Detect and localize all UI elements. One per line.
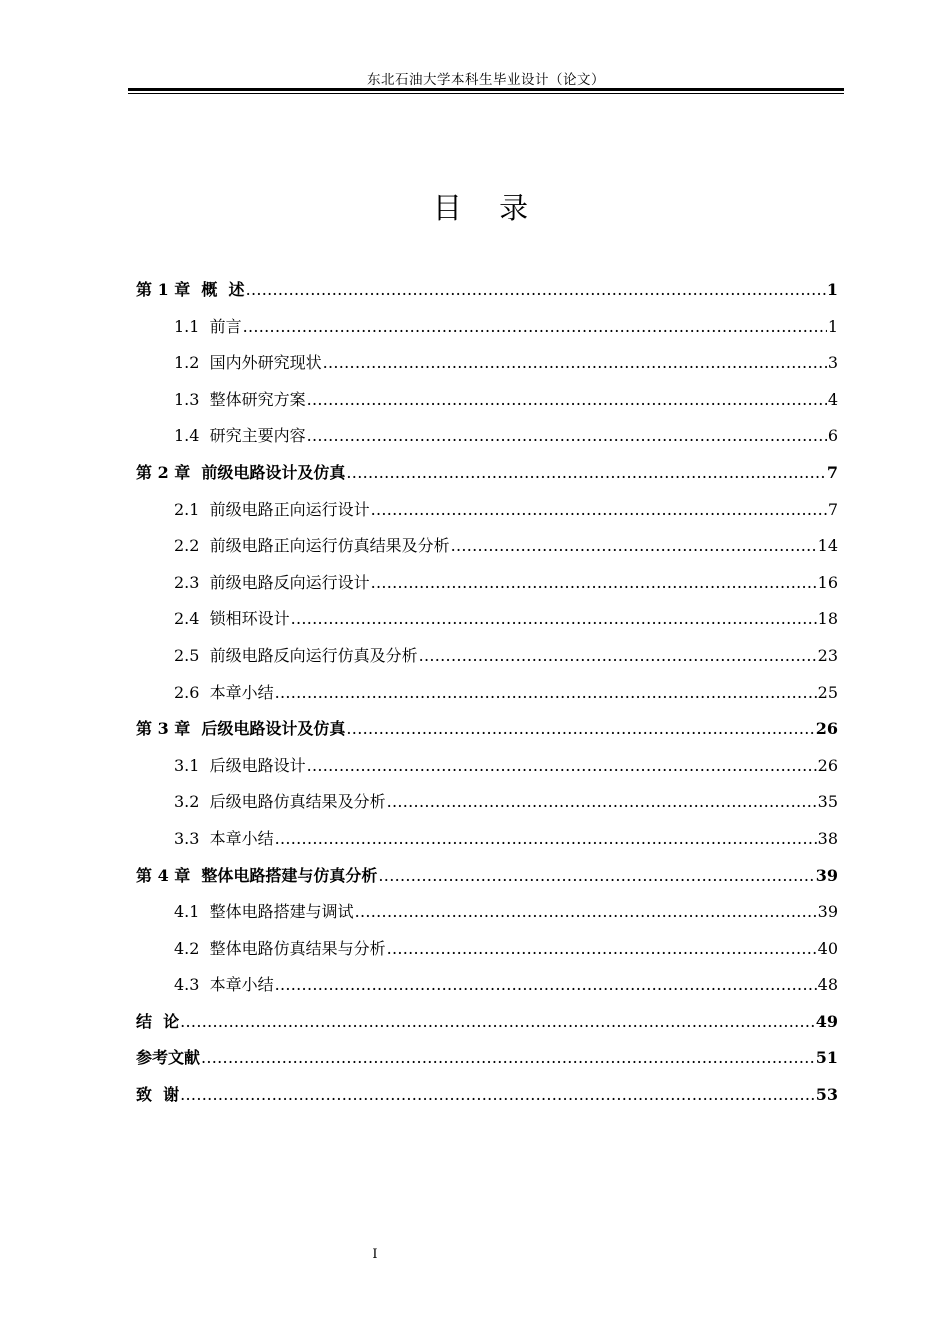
toc-section-entry[interactable] [136, 421, 838, 458]
toc-entry-label: 2.2 前级电路正向运行仿真结果及分析 [174, 536, 450, 556]
toc-entry-label: 2.6 本章小结 [174, 682, 274, 702]
toc-section-entry[interactable] [136, 824, 838, 861]
toc-section-entry[interactable] [136, 604, 838, 641]
toc-entry-label: 3.2 后级电路仿真结果及分析 [174, 792, 386, 812]
toc-entry-label: 4.1 整体电路搭建与调试 [174, 902, 354, 922]
toc-dot-leader [371, 495, 827, 525]
toc-chapter-entry[interactable] [136, 1007, 838, 1044]
toc-dot-leader [307, 751, 817, 781]
toc-dot-leader [180, 1007, 815, 1037]
toc-entry-label: 4.2 整体电路仿真结果与分析 [174, 938, 386, 958]
toc-dot-leader [323, 348, 827, 378]
toc-chapter-entry[interactable] [136, 714, 838, 751]
toc-entry-label: 致 谢 [136, 1085, 180, 1105]
page-header: 东北石油大学本科生毕业设计（论文） [367, 72, 605, 88]
toc-dot-leader [180, 1080, 815, 1110]
toc-section-entry[interactable] [136, 897, 838, 934]
toc-entry-page: 49 [815, 1011, 838, 1031]
toc-entry-page: 35 [817, 792, 838, 812]
toc-section-entry[interactable] [136, 568, 838, 605]
toc-entry-label: 第 4 章 整体电路搭建与仿真分析 [136, 865, 378, 885]
toc-entry-page: 18 [817, 609, 838, 629]
toc-dot-leader [275, 970, 817, 1000]
toc-entry-page: 53 [815, 1085, 838, 1105]
toc-section-entry[interactable] [136, 787, 838, 824]
toc-dot-leader [419, 641, 817, 671]
toc-section-entry[interactable] [136, 970, 838, 1007]
toc-entry-page: 51 [815, 1048, 838, 1068]
toc-dot-leader [275, 678, 817, 708]
toc-entry-page: 6 [827, 426, 838, 446]
toc-dot-leader [355, 897, 817, 927]
toc-entry-page: 39 [817, 902, 838, 922]
toc-section-entry[interactable] [136, 751, 838, 788]
toc-chapter-entry[interactable] [136, 1080, 838, 1117]
toc-entry-page: 48 [817, 975, 838, 995]
toc-entry-label: 1.2 国内外研究现状 [174, 353, 322, 373]
page-number: I [372, 1247, 378, 1262]
toc-chapter-entry[interactable] [136, 861, 838, 898]
toc-dot-leader [291, 604, 817, 634]
header-rule-thin [128, 93, 844, 94]
table-of-contents [136, 275, 838, 1117]
toc-entry-page: 23 [817, 645, 838, 665]
toc-entry-label: 1.4 研究主要内容 [174, 426, 306, 446]
toc-entry-page: 16 [817, 572, 838, 592]
toc-section-entry[interactable] [136, 934, 838, 971]
toc-entry-label: 1.1 前言 [174, 316, 242, 336]
toc-entry-page: 14 [817, 536, 838, 556]
toc-entry-page: 38 [817, 828, 838, 848]
toc-entry-label: 结 论 [136, 1011, 180, 1031]
toc-entry-page: 26 [817, 755, 838, 775]
toc-dot-leader [346, 714, 814, 744]
toc-entry-page: 39 [815, 865, 838, 885]
toc-entry-label: 第 1 章 概 述 [136, 280, 245, 299]
toc-entry-page: 40 [817, 938, 838, 958]
toc-entry-page: 25 [817, 682, 838, 702]
toc-dot-leader [371, 568, 817, 598]
toc-entry-page: 1 [827, 316, 838, 336]
toc-dot-leader [387, 787, 817, 817]
toc-chapter-entry[interactable] [136, 458, 838, 495]
toc-section-entry[interactable] [136, 678, 838, 715]
toc-section-entry[interactable] [136, 348, 838, 385]
toc-title: 目 录 [432, 191, 543, 225]
header-rule-thick [128, 88, 844, 91]
toc-entry-label: 1.3 整体研究方案 [174, 389, 306, 409]
toc-entry-label: 3.3 本章小结 [174, 828, 274, 848]
toc-chapter-entry[interactable] [136, 275, 838, 312]
toc-entry-page: 1 [826, 280, 838, 299]
toc-entry-page: 7 [827, 499, 838, 519]
toc-entry-label: 2.4 锁相环设计 [174, 609, 290, 629]
toc-dot-leader [201, 1043, 815, 1073]
toc-entry-page: 7 [826, 462, 838, 482]
toc-entry-label: 4.3 本章小结 [174, 975, 274, 995]
toc-dot-leader [307, 385, 827, 415]
toc-section-entry[interactable] [136, 495, 838, 532]
toc-entry-page: 3 [827, 353, 838, 373]
toc-entry-label: 参考文献 [136, 1048, 201, 1068]
toc-dot-leader [246, 275, 826, 305]
toc-section-entry[interactable] [136, 531, 838, 568]
toc-dot-leader [378, 861, 814, 891]
toc-dot-leader [387, 934, 817, 964]
toc-entry-label: 3.1 后级电路设计 [174, 755, 306, 775]
toc-entry-label: 第 3 章 后级电路设计及仿真 [136, 719, 346, 739]
toc-chapter-entry[interactable] [136, 1043, 838, 1080]
toc-section-entry[interactable] [136, 641, 838, 678]
toc-entry-label: 第 2 章 前级电路设计及仿真 [136, 462, 346, 482]
toc-entry-label: 2.5 前级电路反向运行仿真及分析 [174, 645, 418, 665]
toc-entry-page: 4 [827, 389, 838, 409]
toc-entry-label: 2.1 前级电路正向运行设计 [174, 499, 370, 519]
toc-section-entry[interactable] [136, 385, 838, 422]
toc-dot-leader [451, 531, 817, 561]
toc-dot-leader [346, 458, 825, 488]
toc-dot-leader [243, 312, 827, 342]
toc-entry-label: 2.3 前级电路反向运行设计 [174, 572, 370, 592]
toc-dot-leader [275, 824, 817, 854]
toc-dot-leader [307, 421, 827, 451]
toc-entry-page: 26 [815, 719, 838, 739]
toc-section-entry[interactable] [136, 312, 838, 349]
